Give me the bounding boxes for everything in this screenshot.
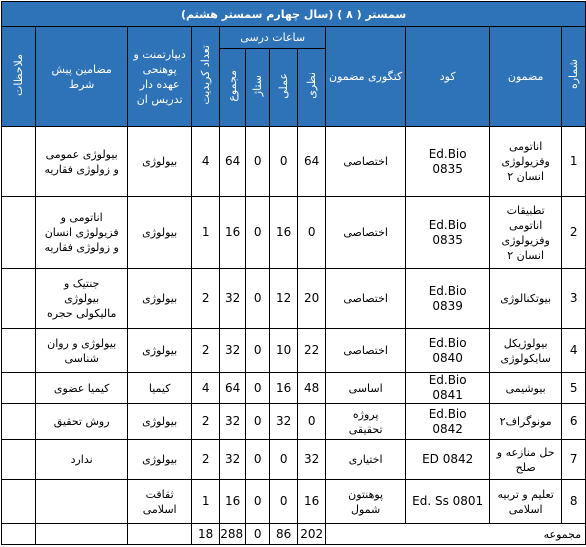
row-code-line: ED 0842 bbox=[422, 452, 474, 466]
row-code-line: Ed.Bio bbox=[428, 406, 467, 421]
row-category-line: اساسی bbox=[348, 381, 383, 395]
row-prereq bbox=[36, 127, 128, 197]
row-subject bbox=[490, 480, 562, 524]
row-subject-line: مونوگراف۲ bbox=[499, 415, 552, 428]
row-theory: 0 bbox=[298, 404, 326, 440]
row-subject-line: حل منازعه و bbox=[496, 445, 555, 459]
row-code bbox=[406, 269, 490, 329]
row-department bbox=[128, 197, 192, 269]
row-code bbox=[406, 329, 490, 373]
header-row bbox=[2, 27, 586, 49]
row-prereq-line: روش تحقیق bbox=[53, 415, 110, 428]
row-code-line: 0841 bbox=[432, 388, 463, 402]
header-credits: تعداد کریدیت bbox=[192, 27, 220, 127]
row-category bbox=[326, 329, 406, 373]
row-total: 32 bbox=[220, 269, 246, 329]
row-subject bbox=[490, 404, 562, 440]
row-total: 64 bbox=[220, 127, 246, 197]
row-category-line: اختیاری bbox=[348, 453, 383, 466]
row-category bbox=[326, 197, 406, 269]
row-code-line: Ed. Ss 0801 bbox=[412, 494, 484, 508]
row-practical: 0 bbox=[270, 127, 298, 197]
row-category bbox=[326, 440, 406, 480]
row-practical: 16 bbox=[270, 373, 298, 404]
row-code-line: Ed.Bio bbox=[428, 373, 467, 387]
header-category: کتگوری مضمون bbox=[326, 27, 406, 127]
row-prereq-line: ندارد bbox=[70, 453, 93, 466]
row-subject-line: بیوشیمی bbox=[505, 381, 546, 395]
table-row bbox=[2, 197, 586, 269]
row-code bbox=[406, 127, 490, 197]
table-row bbox=[2, 269, 586, 329]
row-department bbox=[128, 329, 192, 373]
row-theory: 16 bbox=[298, 480, 326, 524]
row-prereq-line: شناسی bbox=[64, 351, 99, 365]
row-department-line: بیولوژی bbox=[142, 292, 178, 305]
header-total: مجموع bbox=[220, 49, 246, 127]
row-practical: 0 bbox=[270, 440, 298, 480]
row-subject-line: اناتومی bbox=[509, 218, 543, 232]
table-row bbox=[2, 329, 586, 373]
row-total: 32 bbox=[220, 440, 246, 480]
row-prereq-line: مالیکولی حجره bbox=[46, 307, 117, 320]
row-prereq-line: و زولوژی فقاریه bbox=[44, 162, 119, 176]
table-row bbox=[2, 373, 586, 404]
totals-empty-prereq bbox=[36, 524, 128, 545]
row-code-line: 0835 bbox=[432, 161, 463, 176]
row-credits: 4 bbox=[192, 373, 220, 404]
row-prereq bbox=[36, 373, 128, 404]
row-subject bbox=[490, 269, 562, 329]
row-code-line: Ed.Bio bbox=[428, 146, 467, 161]
totals-seminar: 0 bbox=[246, 524, 270, 545]
row-department-line: بیولوژی bbox=[142, 453, 178, 466]
row-notes bbox=[2, 440, 36, 480]
row-department bbox=[128, 127, 192, 197]
row-seminar: 0 bbox=[246, 480, 270, 524]
row-department-line: ثقافت bbox=[145, 487, 174, 501]
row-prereq-line: بیولوژی bbox=[64, 292, 100, 305]
totals-total: 288 bbox=[220, 524, 246, 545]
row-total: 16 bbox=[220, 480, 246, 524]
row-category-line: شمول bbox=[351, 502, 381, 516]
row-credits: 4 bbox=[192, 127, 220, 197]
row-practical: 0 bbox=[270, 480, 298, 524]
row-department bbox=[128, 480, 192, 524]
row-subject bbox=[490, 373, 562, 404]
row-seminar: 0 bbox=[246, 440, 270, 480]
row-notes bbox=[2, 269, 36, 329]
row-credits: 2 bbox=[192, 440, 220, 480]
row-theory: 48 bbox=[298, 373, 326, 404]
totals-credits: 18 bbox=[192, 524, 220, 545]
row-prereq-line: جنتیک و bbox=[63, 277, 100, 290]
row-code bbox=[406, 440, 490, 480]
row-subject-line: سایکولوژی bbox=[500, 351, 551, 365]
row-subject-line: وفزیولوژی bbox=[501, 233, 550, 247]
row-code-line: Ed.Bio bbox=[428, 283, 467, 298]
row-credits: 1 bbox=[192, 197, 220, 269]
row-prereq bbox=[36, 197, 128, 269]
row-code bbox=[406, 404, 490, 440]
row-subject-line: صلح bbox=[515, 460, 536, 474]
row-prereq bbox=[36, 329, 128, 373]
row-code bbox=[406, 373, 490, 404]
row-credits: 2 bbox=[192, 404, 220, 440]
row-department-line: کیمیا bbox=[148, 381, 171, 395]
row-subject-line: اناتومی bbox=[509, 140, 543, 153]
row-theory: 0 bbox=[298, 197, 326, 269]
table-row bbox=[2, 127, 586, 197]
row-subject-line: تطبیقات bbox=[506, 203, 545, 217]
row-seminar: 0 bbox=[246, 373, 270, 404]
row-prereq bbox=[36, 480, 128, 524]
row-category bbox=[326, 480, 406, 524]
row-subject bbox=[490, 127, 562, 197]
curriculum-table bbox=[1, 1, 586, 545]
row-seminar: 0 bbox=[246, 404, 270, 440]
row-total: 16 bbox=[220, 197, 246, 269]
row-category bbox=[326, 269, 406, 329]
row-prereq bbox=[36, 440, 128, 480]
row-number: 2 bbox=[562, 197, 586, 269]
row-subject-line: انسان ۲ bbox=[507, 248, 545, 262]
row-department bbox=[128, 373, 192, 404]
row-department-line: بیولوژی bbox=[142, 415, 178, 428]
row-code-line: 0842 bbox=[432, 421, 463, 436]
row-code bbox=[406, 197, 490, 269]
table-row bbox=[2, 480, 586, 524]
row-department bbox=[128, 404, 192, 440]
row-practical: 12 bbox=[270, 269, 298, 329]
row-seminar: 0 bbox=[246, 127, 270, 197]
row-category-line: اختصاصی bbox=[343, 155, 388, 168]
row-category-line: تحقیقی bbox=[348, 422, 383, 436]
header-no: شماره bbox=[562, 27, 586, 127]
header-subject: مضمون bbox=[490, 27, 562, 127]
row-prereq-line: اناتومی و bbox=[60, 211, 103, 224]
row-department-line: بیولوژی bbox=[142, 226, 178, 239]
row-category bbox=[326, 373, 406, 404]
row-theory: 22 bbox=[298, 329, 326, 373]
row-department bbox=[128, 440, 192, 480]
row-seminar: 0 bbox=[246, 197, 270, 269]
row-prereq-line: بیولوژی و روان bbox=[47, 336, 117, 350]
totals-row bbox=[2, 524, 586, 545]
row-subject-line: وفزیولوژی bbox=[501, 155, 550, 168]
header-notes: ملاحظات bbox=[2, 27, 36, 127]
row-credits: 2 bbox=[192, 329, 220, 373]
row-department-line: بیولوژی bbox=[142, 344, 178, 357]
row-prereq bbox=[36, 404, 128, 440]
header-prereq: مضامین پیش شرط bbox=[36, 27, 128, 127]
header-theory: نظری bbox=[298, 49, 326, 127]
row-subject-line: بیولوژیکل bbox=[503, 336, 548, 350]
row-subject bbox=[490, 329, 562, 373]
row-department-line: بیولوژی bbox=[142, 155, 178, 168]
row-total: 32 bbox=[220, 404, 246, 440]
row-category-line: اختصاصی bbox=[343, 226, 388, 239]
row-notes bbox=[2, 329, 36, 373]
header-hours: ساعات درسی bbox=[220, 27, 326, 49]
row-category-line: اختصاصی bbox=[343, 344, 388, 357]
row-total: 32 bbox=[220, 329, 246, 373]
row-practical: 10 bbox=[270, 329, 298, 373]
row-subject bbox=[490, 197, 562, 269]
row-subject bbox=[490, 440, 562, 480]
row-number: 3 bbox=[562, 269, 586, 329]
row-number: 5 bbox=[562, 373, 586, 404]
row-prereq-line: و زولوژی فقاریه bbox=[44, 241, 119, 254]
totals-empty-notes bbox=[2, 524, 36, 545]
row-department-line: اسلامی bbox=[142, 502, 177, 516]
row-category bbox=[326, 404, 406, 440]
row-notes bbox=[2, 127, 36, 197]
row-number: 7 bbox=[562, 440, 586, 480]
header-department: دیپارتمنت و پوهنحی عهده دار تدریس ان bbox=[128, 27, 192, 127]
table-row bbox=[2, 404, 586, 440]
row-notes bbox=[2, 480, 36, 524]
totals-label: مجموعه bbox=[326, 524, 586, 545]
row-number: 1 bbox=[562, 127, 586, 197]
row-category-line: اختصاصی bbox=[343, 292, 388, 305]
totals-theory: 202 bbox=[298, 524, 326, 545]
row-subject-line: اسلامی bbox=[508, 502, 543, 516]
row-number: 6 bbox=[562, 404, 586, 440]
row-subject-line: بیوتکنالوژی bbox=[500, 292, 552, 305]
row-subject-line: انسان ۲ bbox=[507, 170, 545, 183]
row-code-line: Ed.Bio bbox=[428, 217, 467, 232]
row-theory: 64 bbox=[298, 127, 326, 197]
table-row bbox=[2, 440, 586, 480]
row-category-line: پوهنتون bbox=[348, 487, 384, 501]
row-notes bbox=[2, 404, 36, 440]
row-notes bbox=[2, 197, 36, 269]
row-code-line: 0835 bbox=[432, 232, 463, 247]
row-total: 64 bbox=[220, 373, 246, 404]
totals-practical: 86 bbox=[270, 524, 298, 545]
row-code-line: 0839 bbox=[432, 298, 463, 313]
header-code: کود bbox=[406, 27, 490, 127]
row-credits: 1 bbox=[192, 480, 220, 524]
row-code bbox=[406, 480, 490, 524]
row-practical: 32 bbox=[270, 404, 298, 440]
row-prereq-line: بیولوژی عمومی bbox=[45, 147, 118, 161]
row-theory: 32 bbox=[298, 440, 326, 480]
row-number: 4 bbox=[562, 329, 586, 373]
row-prereq-line: فزیولوژی انسان bbox=[44, 226, 119, 239]
row-seminar: 0 bbox=[246, 269, 270, 329]
row-seminar: 0 bbox=[246, 329, 270, 373]
row-notes bbox=[2, 373, 36, 404]
row-code-line: 0840 bbox=[432, 350, 463, 365]
row-category-line: پروژه bbox=[352, 407, 379, 421]
row-department bbox=[128, 269, 192, 329]
row-prereq-line: کیمیا عضوی bbox=[53, 381, 110, 395]
row-code-line: Ed.Bio bbox=[428, 335, 467, 350]
row-credits: 2 bbox=[192, 269, 220, 329]
row-subject-line: تعلیم و تربیه bbox=[497, 487, 554, 501]
row-prereq bbox=[36, 269, 128, 329]
header-practical: عملی bbox=[270, 49, 298, 127]
row-theory: 20 bbox=[298, 269, 326, 329]
row-category bbox=[326, 127, 406, 197]
totals-empty-department bbox=[128, 524, 192, 545]
table-body bbox=[2, 127, 586, 524]
curriculum-sheet bbox=[1, 1, 585, 545]
header-seminar: ستاژ bbox=[246, 49, 270, 127]
title-row bbox=[2, 2, 586, 27]
table-title: سمستر ( ۸ ) (سال چهارم سمستر هشتم) bbox=[2, 2, 586, 27]
row-practical: 16 bbox=[270, 197, 298, 269]
row-number: 8 bbox=[562, 480, 586, 524]
